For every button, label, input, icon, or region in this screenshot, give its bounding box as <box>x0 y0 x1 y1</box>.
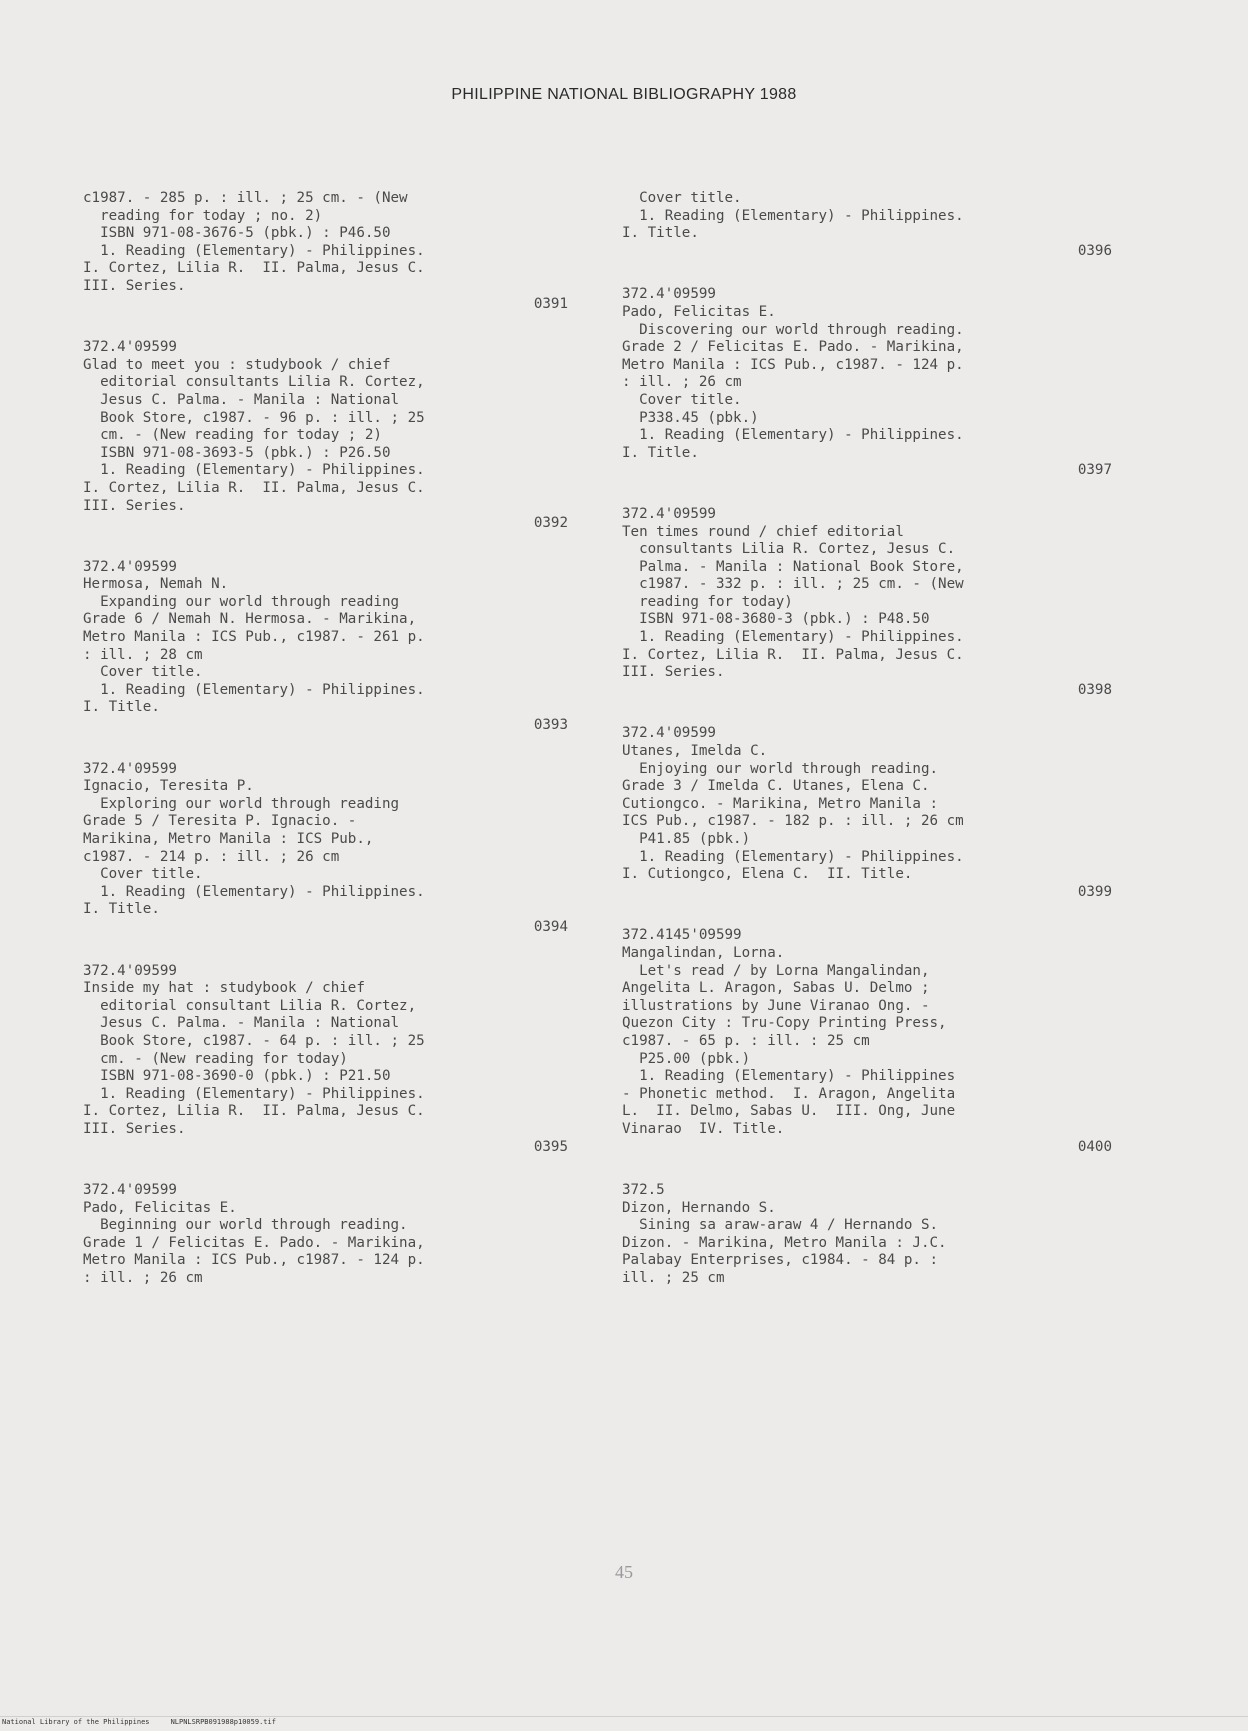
entry-line: ISBN 971-08-3690-0 (pbk.) : P21.50 <box>83 1068 391 1085</box>
entry-line: consultants Lilia R. Cortez, Jesus C. <box>622 541 956 558</box>
entry-line: illustrations by June Viranao Ong. - <box>622 997 930 1014</box>
entry-line: c1987. - 65 p. : ill. : 25 cm <box>622 1032 870 1049</box>
entry-line: Cover title. <box>83 664 203 681</box>
entry-number: 0392 <box>533 515 568 532</box>
entry-line: Jesus C. Palma. - Manila : National <box>83 1015 400 1032</box>
entry-line: 1. Reading (Elementary) - Philippines. <box>622 427 964 444</box>
entry-line: Glad to meet you : studybook / chief <box>83 356 391 373</box>
bibliography-entry <box>83 1182 568 1288</box>
entry-line: 372.4'09599 <box>83 1182 177 1199</box>
entry-line: Palabay Enterprises, c1984. - 84 p. : <box>622 1252 939 1269</box>
entry-line: I. Title. <box>83 699 160 716</box>
entry-line: Book Store, c1987. - 96 p. : ill. ; 25 <box>83 409 425 426</box>
entry-line: : ill. ; 26 cm <box>622 374 742 391</box>
entry-line: Metro Manila : ICS Pub., c1987. - 261 p. <box>83 629 425 646</box>
entry-line: III. Series. <box>83 277 186 294</box>
entry-spacer <box>83 533 568 559</box>
entry-line: Mangalindan, Lorna. <box>622 944 785 961</box>
bibliography-entry <box>83 339 568 533</box>
entry-spacer <box>83 1156 568 1182</box>
entry-line: I. Cortez, Lilia R. II. Palma, Jesus C. <box>83 479 425 496</box>
entry-line: 372.4'09599 <box>622 725 716 742</box>
entry-line: Marikina, Metro Manila : ICS Pub., <box>83 831 374 847</box>
entry-line: I. Title. <box>622 444 699 461</box>
entry-number: 0400 <box>1077 1138 1112 1155</box>
entry-line: Cover title. <box>622 190 742 206</box>
bibliography-entry <box>622 927 1112 1156</box>
entry-number: 0393 <box>533 717 568 734</box>
entry-line: reading for today ; no. 2) <box>83 207 323 224</box>
entry-line: P41.85 (pbk.) <box>622 831 751 847</box>
entry-line: III. Series. <box>83 497 186 514</box>
entry-line: 1. Reading (Elementary) - Philippines <box>622 1068 956 1085</box>
entry-number: 0399 <box>1077 883 1112 900</box>
entry-line: 372.4'09599 <box>622 505 716 522</box>
entry-spacer <box>83 313 568 339</box>
entry-line: P338.45 (pbk.) <box>622 409 759 426</box>
entry-line: P25.00 (pbk.) <box>622 1050 751 1067</box>
entry-line: Dizon. - Marikina, Metro Manila : J.C. <box>622 1234 947 1251</box>
right-column <box>622 190 1112 1314</box>
entry-line: Inside my hat : studybook / chief <box>83 980 365 997</box>
entry-line: ill. ; 25 cm <box>622 1270 725 1287</box>
entry-line: Hermosa, Nemah N. <box>83 576 229 593</box>
entry-line: Palma. - Manila : National Book Store, <box>622 558 964 575</box>
entry-line: c1987. - 332 p. : ill. ; 25 cm. - (New <box>622 576 964 593</box>
entry-line: I. Cutiongco, Elena C. II. Title. <box>622 866 913 883</box>
scan-footer-caption: National Library of the Philippines NLPNLSRPB091988p10059.tif <box>2 1718 276 1726</box>
entry-line: 372.4'09599 <box>83 558 177 575</box>
entry-line: Vinarao IV. Title. <box>622 1120 785 1137</box>
entry-line: Book Store, c1987. - 64 p. : ill. ; 25 <box>83 1032 425 1049</box>
entry-line: ISBN 971-08-3693-5 (pbk.) : P26.50 <box>83 444 391 461</box>
page-number: 45 <box>615 1562 633 1582</box>
bibliography-entry <box>83 559 568 735</box>
entry-line: : ill. ; 28 cm <box>83 646 203 663</box>
entry-line: 1. Reading (Elementary) - Philippines. <box>83 681 425 698</box>
entry-line: Metro Manila : ICS Pub., c1987. - 124 p. <box>83 1252 425 1269</box>
entry-line: : ill. ; 26 cm <box>83 1270 203 1287</box>
entry-spacer <box>622 260 1112 286</box>
entry-line: Grade 2 / Felicitas E. Pado. - Marikina, <box>622 339 964 356</box>
entry-line: 372.5 <box>622 1182 665 1199</box>
entry-line: 1. Reading (Elementary) - Philippines. <box>83 1085 425 1102</box>
bibliography-entry <box>622 506 1112 700</box>
entry-line: ICS Pub., c1987. - 182 p. : ill. ; 26 cm <box>622 813 964 830</box>
bibliography-entry <box>622 286 1112 480</box>
entry-number: 0394 <box>533 918 568 935</box>
entry-line: cm. - (New reading for today) <box>83 1050 348 1067</box>
entry-line: cm. - (New reading for today ; 2) <box>83 427 382 444</box>
bibliography-entry <box>622 1182 1112 1288</box>
entry-line: Cutiongco. - Marikina, Metro Manila : <box>622 795 939 812</box>
entry-spacer <box>83 735 568 761</box>
bibliography-entry <box>622 725 1112 901</box>
page-title: PHILIPPINE NATIONAL BIBLIOGRAPHY 1988 <box>451 86 797 103</box>
entry-line: III. Series. <box>622 664 725 681</box>
entry-line: ISBN 971-08-3680-3 (pbk.) : P48.50 <box>622 611 930 628</box>
entry-line: 372.4'09599 <box>83 962 177 979</box>
entry-line: ISBN 971-08-3676-5 (pbk.) : P46.50 <box>83 225 391 242</box>
entry-spacer <box>83 937 568 963</box>
entry-line: Discovering our world through reading. <box>622 321 964 338</box>
entry-line: Grade 1 / Felicitas E. Pado. - Marikina, <box>83 1234 425 1251</box>
entry-line: Enjoying our world through reading. <box>622 760 939 777</box>
entry-line: c1987. - 285 p. : ill. ; 25 cm. - (New <box>83 190 408 206</box>
entry-spacer <box>622 1156 1112 1182</box>
entry-line: Let's read / by Lorna Mangalindan, <box>622 962 930 979</box>
entry-line: 1. Reading (Elementary) - Philippines. <box>622 629 964 646</box>
entry-line: Cover title. <box>622 391 742 408</box>
entry-line: Expanding our world through reading <box>83 593 400 610</box>
bibliography-entry <box>83 963 568 1157</box>
entry-line: reading for today) <box>622 593 793 610</box>
entry-spacer <box>622 480 1112 506</box>
entry-line: editorial consultant Lilia R. Cortez, <box>83 997 417 1014</box>
entry-number: 0391 <box>533 295 568 312</box>
entry-line: 1. Reading (Elementary) - Philippines. <box>83 883 425 900</box>
entry-number: 0395 <box>533 1138 568 1155</box>
entry-line: 1. Reading (Elementary) - Philippines. <box>83 242 425 259</box>
entry-line: - Phonetic method. I. Aragon, Angelita <box>622 1085 956 1102</box>
entry-line: 372.4145'09599 <box>622 927 742 944</box>
entry-line: editorial consultants Lilia R. Cortez, <box>83 374 425 391</box>
entry-line: Pado, Felicitas E. <box>83 1199 237 1216</box>
bibliography-entry <box>622 190 1112 260</box>
entry-line: Metro Manila : ICS Pub., c1987. - 124 p. <box>622 356 964 373</box>
entry-number: 0396 <box>1077 242 1112 259</box>
entry-line: I. Title. <box>622 225 699 242</box>
entry-line: I. Cortez, Lilia R. II. Palma, Jesus C. <box>622 646 964 663</box>
entry-line: 372.4'09599 <box>83 760 177 777</box>
entry-line: III. Series. <box>83 1120 186 1137</box>
entry-spacer <box>83 1288 568 1314</box>
entry-line: I. Cortez, Lilia R. II. Palma, Jesus C. <box>83 260 425 277</box>
entry-line: Pado, Felicitas E. <box>622 303 776 320</box>
entry-line: I. Title. <box>83 901 160 918</box>
entry-line: Cover title. <box>83 866 203 883</box>
entry-line: 372.4'09599 <box>622 286 716 303</box>
entry-number: 0397 <box>1077 462 1112 479</box>
entry-spacer <box>622 901 1112 927</box>
entry-line: Beginning our world through reading. <box>83 1217 408 1234</box>
entry-line: I. Cortez, Lilia R. II. Palma, Jesus C. <box>83 1103 425 1120</box>
left-column <box>83 190 568 1314</box>
entry-line: Utanes, Imelda C. <box>622 743 768 760</box>
entry-spacer <box>622 1288 1112 1314</box>
entry-line: Ignacio, Teresita P. <box>83 778 254 795</box>
entry-line: 1. Reading (Elementary) - Philippines. <box>622 207 964 224</box>
entry-line: 372.4'09599 <box>83 339 177 356</box>
entry-line: Grade 5 / Teresita P. Ignacio. - <box>83 813 357 830</box>
entry-line: 1. Reading (Elementary) - Philippines. <box>622 848 964 865</box>
entry-line: Jesus C. Palma. - Manila : National <box>83 391 400 408</box>
entry-number: 0398 <box>1077 681 1112 698</box>
bibliography-entry <box>83 190 568 313</box>
entry-spacer <box>622 699 1112 725</box>
entry-line: Angelita L. Aragon, Sabas U. Delmo ; <box>622 980 930 997</box>
entry-line: Quezon City : Tru-Copy Printing Press, <box>622 1015 947 1032</box>
entry-line: Sining sa araw-araw 4 / Hernando S. <box>622 1217 939 1234</box>
entry-line: 1. Reading (Elementary) - Philippines. <box>83 462 425 479</box>
entry-line: L. II. Delmo, Sabas U. III. Ong, June <box>622 1103 956 1120</box>
scan-edge-divider <box>0 1716 1248 1717</box>
entry-line: Ten times round / chief editorial <box>622 523 904 540</box>
entry-line: c1987. - 214 p. : ill. ; 26 cm <box>83 848 340 865</box>
entry-line: Grade 3 / Imelda C. Utanes, Elena C. <box>622 778 930 795</box>
entry-line: Grade 6 / Nemah N. Hermosa. - Marikina, <box>83 611 417 628</box>
entry-line: Exploring our world through reading <box>83 795 400 812</box>
bibliography-entry <box>83 761 568 937</box>
entry-line: Dizon, Hernando S. <box>622 1199 776 1216</box>
